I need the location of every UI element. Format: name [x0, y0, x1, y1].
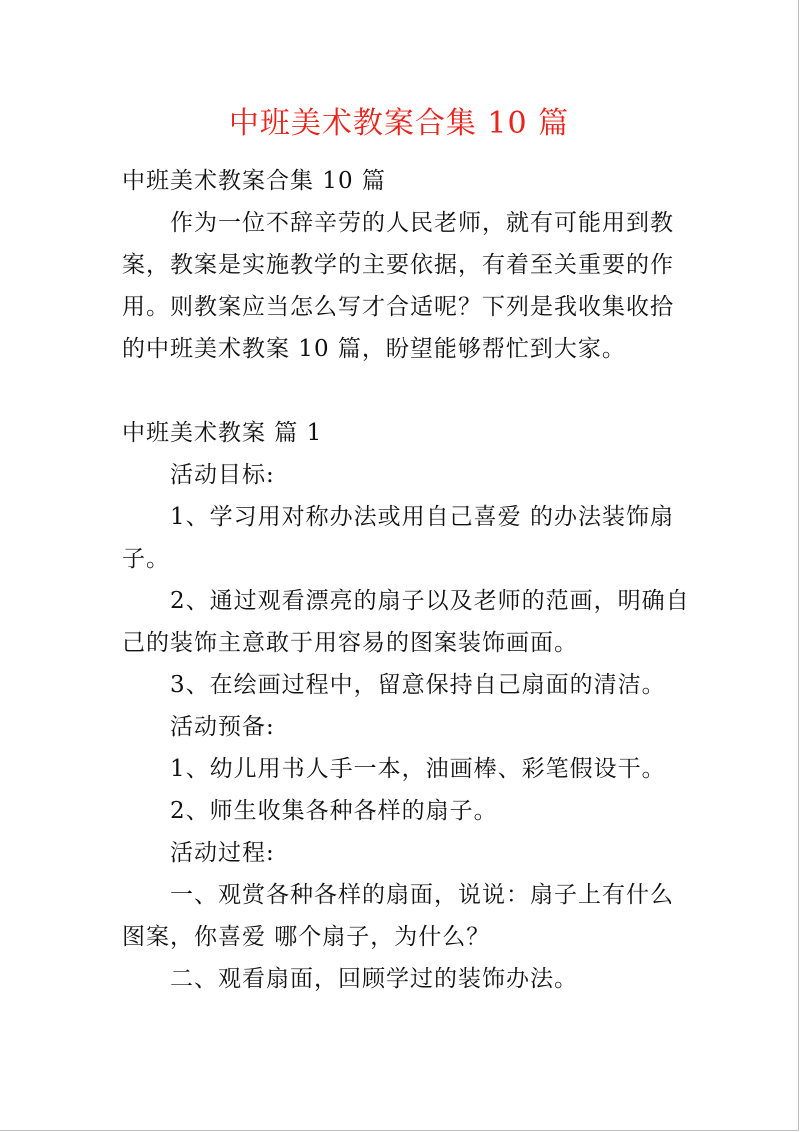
section-heading: 中班美术教案 篇 1: [122, 420, 323, 446]
paragraph-activity-prep: 活动预备:: [170, 714, 275, 740]
intro-paragraph: 作为一位不辞辛劳的人民老师，就有可能用到教案，教案是实施教学的主要依据，有着至关重要的作用。则教案应当怎么写才合适呢？下列是我收集收拾的中班美术教案 10 篇，盼望能够帮忙到大家。: [122, 210, 674, 362]
document-title: 中班美术教案合集 10 篇: [228, 106, 570, 141]
paragraph-prep-1: 1、幼儿用书人手一本，油画棒、彩笔假设干。: [170, 756, 666, 782]
paragraph-process-1: 一、观赏各种各样的扇面，说说：扇子上有什么图案，你喜爱 哪个扇子，为什么？: [122, 882, 674, 950]
paragraph-process-2: 二、观看扇面，回顾学过的装饰办法。: [170, 966, 578, 992]
paragraph-goal-1: 1、学习用对称办法或用自己喜爱 的办法装饰扇子。: [122, 504, 674, 572]
paragraph-goal-2: 2、通过观看漂亮的扇子以及老师的范画，明确自己的装饰主意敢于用容易的图案装饰画面。: [122, 588, 690, 656]
paragraph-activity-process: 活动过程:: [170, 840, 275, 866]
paragraph-activity-goals: 活动目标:: [170, 462, 275, 488]
document-body: [122, 160, 692, 1000]
paragraph-prep-2: 2、师生收集各种各样的扇子。: [170, 798, 498, 824]
paragraph-goal-3: 3、在绘画过程中，留意保持自己扇面的清洁。: [170, 672, 666, 698]
document-subtitle: 中班美术教案合集 10 篇: [122, 168, 386, 194]
